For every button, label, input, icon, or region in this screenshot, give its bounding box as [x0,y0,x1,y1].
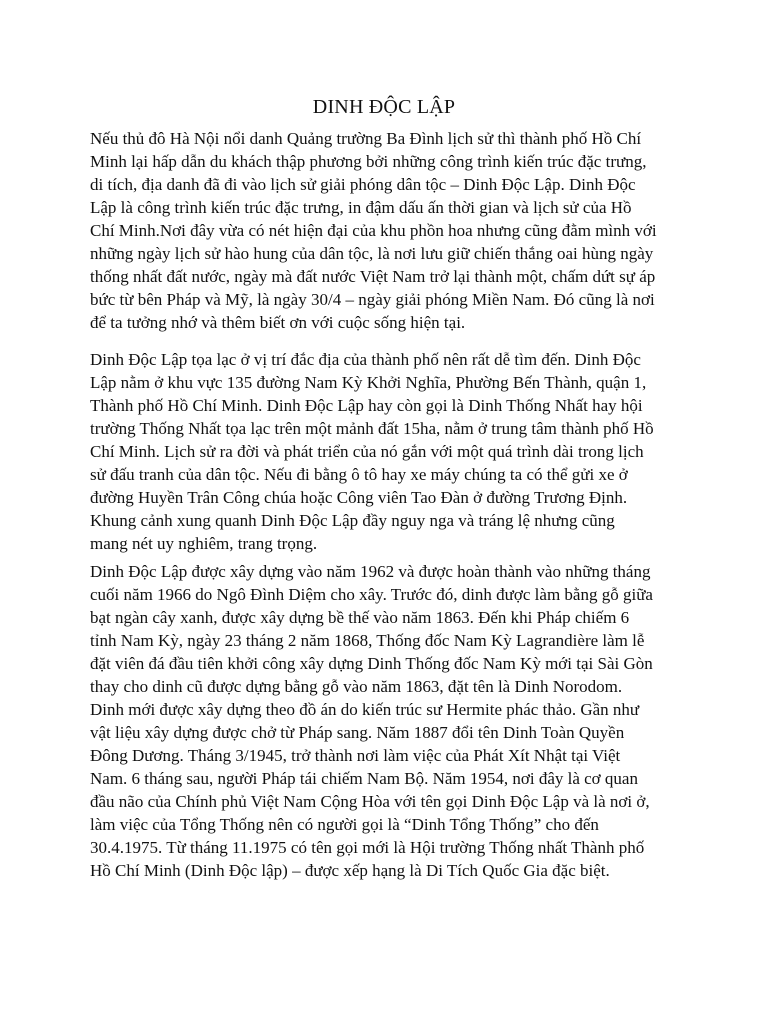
paragraph-line: sử đấu tranh của dân tộc. Nếu đi bằng ô tô hay xe máy chúng ta có thể gửi xe ở [90,465,628,484]
paragraph-line: mang nét uy nghiêm, trang trọng. [90,534,318,553]
paragraph-line: đường Huyền Trân Công chúa hoặc Công viên Tao Đàn ở đường Trương Định. [90,488,628,507]
paragraph-line: những ngày lịch sử hào hung của dân tộc, là nơi lưu giữ chiến thắng oai hùng ngày [90,244,654,263]
paragraph-line: vật liệu xây dựng được chở từ Pháp sang. Năm 1887 đổi tên Dinh Toàn Quyền [90,723,625,742]
paragraph-line: bạt ngàn cây xanh, được xây dựng bề thế vào năm 1863. Đến khi Pháp chiếm 6 [90,608,630,627]
paragraph-line: đầu não của Chính phủ Việt Nam Cộng Hòa với tên gọi Dinh Độc Lập và là nơi ở, [90,792,650,811]
paragraph-line: trường Thống Nhất tọa lạc trên một mảnh đất 15ha, nằm ở trung tâm thành phố Hồ [90,419,654,438]
paragraph-line: Chí Minh. Lịch sử ra đời và phát triển của nó gắn với một quá trình dài trong lịch [90,442,644,461]
paragraph-line: Minh lại hấp dẫn du khách thập phương bởi những công trình kiến trúc đặc trưng, [90,152,647,171]
paragraph-line: Dinh Độc Lập tọa lạc ở vị trí đắc địa của thành phố nên rất dễ tìm đến. Dinh Độc [90,350,641,369]
paragraph-line: 30.4.1975. Từ tháng 11.1975 có tên gọi mới là Hội trường Thống nhất Thành phố [90,838,645,857]
document-title: DINH ĐỘC LẬP [312,96,456,118]
paragraph-line: đặt viên đá đầu tiên khởi công xây dựng Dinh Thống đốc Nam Kỳ mới tại Sài Gòn [90,654,653,673]
paragraph-line: Lập là công trình kiến trúc đặc trưng, in đậm dấu ấn thời gian và lịch sử của Hồ [90,198,632,217]
paragraph-line: làm việc của Tổng Thống nên có người gọi là “Dinh Tổng Thống” cho đến [90,815,599,834]
paragraph-line: bức từ bên Pháp và Mỹ, là ngày 30/4 – ngày giải phóng Miền Nam. Đó cũng là nơi [90,290,655,309]
paragraph-line: tỉnh Nam Kỳ, ngày 23 tháng 2 năm 1868, Thống đốc Nam Kỳ Lagrandière làm lễ [90,631,645,650]
paragraph-line: Nếu thủ đô Hà Nội nổi danh Quảng trường Ba Đình lịch sử thì thành phố Hồ Chí [90,129,642,148]
paragraph-line: di tích, địa danh đã đi vào lịch sử giải phóng dân tộc – Dinh Độc Lập. Dinh Độc [90,175,636,194]
paragraph-line: Đông Dương. Tháng 3/1945, trở thành nơi làm việc của Phát Xít Nhật tại Việt [90,746,621,765]
paragraph-3 [90,560,653,882]
paragraph-line: Hồ Chí Minh (Dinh Độc lập) – được xếp hạng là Di Tích Quốc Gia đặc biệt. [90,861,610,880]
paragraph-1 [90,127,657,334]
paragraph-line: Khung cảnh xung quanh Dinh Độc Lập đầy nguy nga và tráng lệ nhưng cũng [90,511,615,530]
paragraph-line: thống nhất đất nước, ngày mà đất nước Việt Nam trở lại thành một, chấm dứt sự áp [90,267,656,286]
paragraph-line: cuối năm 1966 do Ngô Đình Diệm cho xây. Trước đó, dinh được làm bằng gỗ giữa [90,585,653,604]
paragraph-2 [90,348,654,555]
paragraph-line: Chí Minh.Nơi đây vừa có nét hiện đại của khu phồn hoa nhưng cũng đằm mình với [90,221,657,240]
paragraph-line: Lập nằm ở khu vực 135 đường Nam Kỳ Khởi Nghĩa, Phường Bến Thành, quận 1, [90,373,647,392]
paragraph-line: Dinh Độc Lập được xây dựng vào năm 1962 và được hoàn thành vào những tháng [90,562,651,581]
paragraph-line: thay cho dinh cũ được dựng bằng gỗ vào năm 1863, đặt tên là Dinh Norodom. [90,677,623,696]
paragraph-line: Dinh mới được xây dựng theo đồ án do kiến trúc sư Hermite phác thảo. Gần như [90,700,640,719]
paragraph-line: Thành phố Hồ Chí Minh. Dinh Độc Lập hay còn gọi là Dinh Thống Nhất hay hội [90,396,643,415]
paragraph-line: Nam. 6 tháng sau, người Pháp tái chiếm Nam Bộ. Năm 1954, nơi đây là cơ quan [90,769,638,788]
paragraph-line: để ta tưởng nhớ và thêm biết ơn với cuộc sống hiện tại. [90,313,466,332]
